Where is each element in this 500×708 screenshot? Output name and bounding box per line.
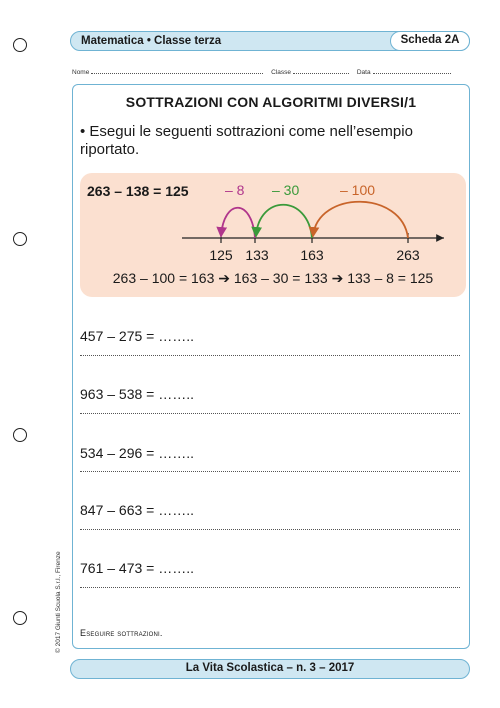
answer-line[interactable]	[80, 355, 460, 356]
hop-arc-minus-30	[256, 205, 312, 238]
exercise-item: 457 – 275 = ……..	[80, 328, 195, 344]
name-label: Nome	[72, 69, 90, 76]
hop-label: – 8	[225, 182, 245, 198]
hop-arc-minus-100	[313, 202, 408, 238]
class-label: Classe	[271, 69, 292, 76]
copyright-credit: © 2017 Giunti Scuola S.r.l., Firenze	[55, 551, 62, 653]
example-chain: 263 – 100 = 163 ➔ 163 – 30 = 133 ➔ 133 – 8 = 125	[112, 270, 434, 286]
exercise-item: 963 – 538 = ……..	[80, 386, 195, 402]
instruction-text: • Esegui le seguenti sottrazioni come nell’esempio riportato.	[80, 123, 413, 158]
hop-arc-minus-8	[221, 208, 255, 238]
hop-label: – 100	[340, 182, 376, 198]
binder-hole	[13, 611, 27, 625]
hop-label: – 30	[272, 182, 300, 198]
name-field[interactable]	[91, 68, 263, 74]
exercise-item: 847 – 663 = ……..	[80, 502, 195, 518]
tick-label: 125	[209, 247, 233, 263]
tick-label: 263	[396, 247, 420, 263]
answer-line[interactable]	[80, 529, 460, 530]
exercise-item: 761 – 473 = ……..	[80, 560, 195, 576]
answer-line[interactable]	[80, 587, 460, 588]
worksheet-title: SOTTRAZIONI CON ALGORITMI DIVERSI/1	[125, 94, 417, 110]
binder-hole	[13, 428, 27, 442]
answer-line[interactable]	[80, 413, 460, 414]
tick-label: 133	[245, 247, 269, 263]
learning-objective: Eseguire sottrazioni.	[80, 628, 163, 638]
tick-label: 163	[300, 247, 324, 263]
sheet-badge: Scheda 2A	[390, 31, 470, 51]
student-info-row	[72, 68, 470, 76]
number-line-diagram	[170, 180, 455, 268]
date-label: Data	[356, 69, 371, 76]
subject-label: Matematica • Classe terza	[81, 35, 222, 47]
class-field[interactable]	[293, 68, 349, 74]
footer-bar: La Vita Scolastica – n. 3 – 2017	[70, 659, 470, 679]
example-equation: 263 – 138 = 125	[87, 183, 189, 199]
date-field[interactable]	[373, 68, 451, 74]
answer-line[interactable]	[80, 471, 460, 472]
binder-hole	[13, 232, 27, 246]
exercise-item: 534 – 296 = ……..	[80, 445, 195, 461]
header-bar	[70, 31, 470, 51]
binder-hole	[13, 38, 27, 52]
